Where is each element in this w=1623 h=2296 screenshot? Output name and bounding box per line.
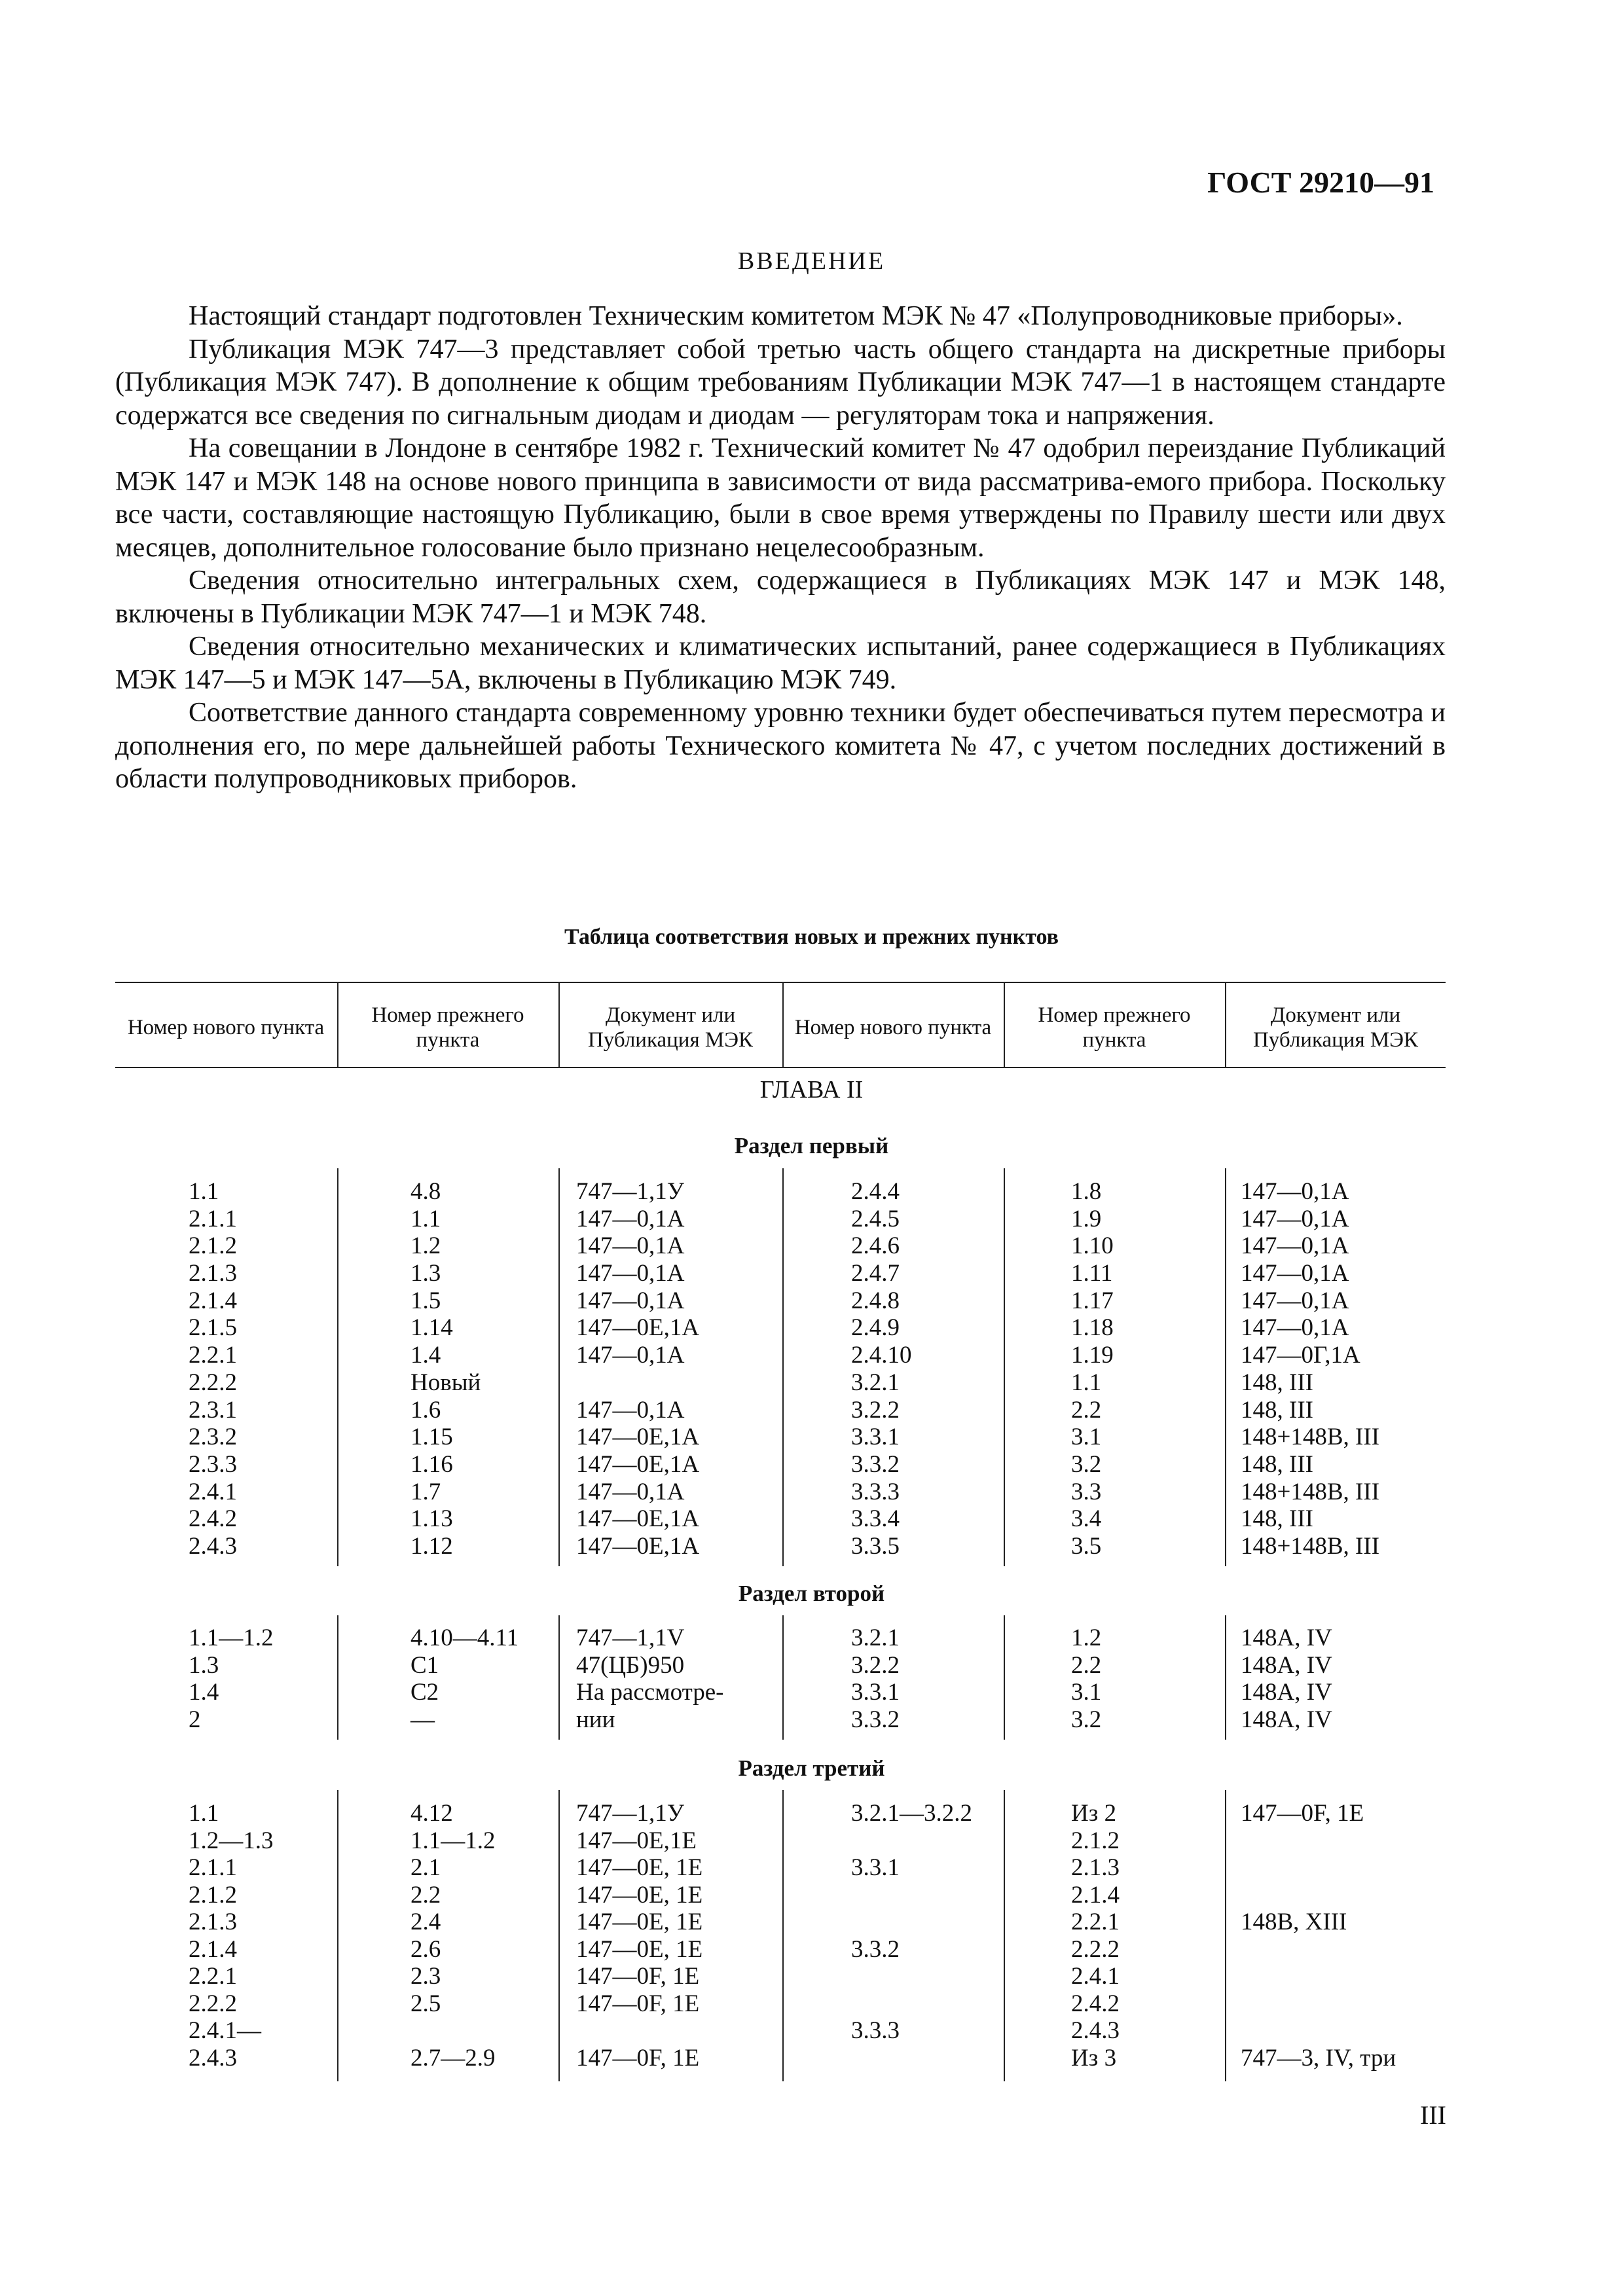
table-cell: 1.4 bbox=[189, 1679, 219, 1706]
table-top-rule bbox=[115, 982, 1446, 983]
column-document bbox=[576, 1624, 723, 1733]
table-cell bbox=[1241, 1827, 1396, 1855]
column-divider bbox=[782, 1615, 784, 1740]
table-cell: 2.4.2 bbox=[189, 1505, 237, 1533]
table-cell: 2.4.2 bbox=[1071, 1990, 1120, 2017]
table-cell: 4.8 bbox=[410, 1178, 441, 1205]
table-cell: 1.18 bbox=[1071, 1314, 1114, 1342]
column-divider bbox=[558, 1790, 560, 2081]
header-old-item: Номер прежнего пункта bbox=[371, 1003, 524, 1052]
column-new-item bbox=[189, 1178, 237, 1560]
table-cell: 3.1 bbox=[1071, 1424, 1102, 1451]
table-cell: 148, III bbox=[1241, 1396, 1313, 1424]
table-cell: 2.1.2 bbox=[189, 1232, 237, 1260]
column-old-item bbox=[410, 1800, 496, 2072]
table-cell: 147—0F, 1Е bbox=[576, 1990, 700, 2017]
table-cell: 2.1.3 bbox=[189, 1909, 237, 1935]
column-old-item bbox=[1071, 1800, 1120, 2072]
column-document bbox=[1241, 1178, 1379, 1560]
table-cell: 147—0Е,1А bbox=[576, 1314, 700, 1342]
table-cell: 147—0,1А bbox=[1241, 1205, 1349, 1232]
table-cell: 2.1.1 bbox=[189, 1854, 237, 1881]
table-cell: 148, III bbox=[1241, 1450, 1313, 1478]
column-divider bbox=[337, 982, 338, 1067]
table-cell: 147—0Е,1А bbox=[576, 1450, 700, 1478]
table-cell: 3.3.3 bbox=[851, 2017, 900, 2044]
table-cell: 2.1.3 bbox=[189, 1260, 237, 1287]
intro-paragraph: Сведения относительно интегральных схем, содержащиеся в Публикациях МЭК 147 и МЭК 148, включены в Публикации МЭК 747—1 и МЭК 748. bbox=[115, 565, 1446, 629]
table-cell: 2.1.4 bbox=[189, 1935, 237, 1963]
section-title: Раздел третий bbox=[738, 1755, 885, 1781]
intro-paragraph: Сведения относительно механических и климатических испытаний, ранее содержащиеся в Публикациях МЭК 147—5 и МЭК 147—5А, включены в Публикацию МЭК 749. bbox=[115, 632, 1446, 695]
table-cell: 2.2.1 bbox=[189, 1963, 237, 1990]
table-cell: 2.4.1— bbox=[189, 2017, 261, 2044]
table-cell: 2.1.1 bbox=[189, 1205, 237, 1232]
column-new-item bbox=[851, 1800, 972, 2072]
table-cell: 148А, IV bbox=[1241, 1624, 1332, 1651]
table-cell: 3.3.4 bbox=[851, 1505, 900, 1533]
table-cell: 2.7—2.9 bbox=[410, 2044, 496, 2072]
table-cell: 147—0,1А bbox=[1241, 1314, 1349, 1342]
column-divider bbox=[558, 1615, 560, 1740]
column-new-item bbox=[851, 1624, 900, 1733]
table-cell: 3.3.2 bbox=[851, 1935, 900, 1963]
table-cell: 1.3 bbox=[410, 1260, 441, 1287]
column-divider bbox=[1225, 982, 1226, 1067]
table-cell: 2.4.9 bbox=[851, 1314, 900, 1342]
table-cell: 1.2—1.3 bbox=[189, 1827, 274, 1854]
table-cell: 4.10—4.11 bbox=[410, 1624, 519, 1651]
table-cell: 1.11 bbox=[1071, 1260, 1113, 1287]
table-cell: 1.6 bbox=[410, 1396, 441, 1424]
table-cell bbox=[1241, 1963, 1396, 1990]
table-cell: 3.2 bbox=[1071, 1706, 1102, 1733]
table-cell: 147—0,1А bbox=[576, 1396, 685, 1424]
table-cell: 1.17 bbox=[1071, 1287, 1114, 1314]
table-cell: 2.4.1 bbox=[1071, 1963, 1120, 1990]
table-cell: 2.4.10 bbox=[851, 1342, 912, 1369]
column-divider bbox=[337, 1790, 338, 2081]
column-divider bbox=[337, 1615, 338, 1740]
column-old-item bbox=[410, 1178, 481, 1560]
table-cell: 147—0,1А bbox=[1241, 1260, 1349, 1287]
column-divider bbox=[1225, 1615, 1226, 1740]
table-cell bbox=[1241, 1882, 1396, 1909]
column-divider bbox=[1225, 1790, 1226, 2081]
table-cell bbox=[851, 1963, 972, 1990]
table-cell: 3.3.2 bbox=[851, 1706, 900, 1733]
column-divider bbox=[782, 1790, 784, 2081]
table-cell bbox=[576, 2017, 702, 2045]
intro-paragraph: Публикация МЭК 747—3 представляет собой третью часть общего стандарта на дискретные приборы (Публикация МЭК 747). В дополнение к общим требованиям Публикации МЭК 747—1 в настоящем стандарте содержатся все сведения по сигнальным диодам и диодам — регуляторам тока и напряжения. bbox=[115, 334, 1446, 431]
table-cell: 1.1—1.2 bbox=[189, 1624, 274, 1651]
table-cell: 147—0Г,1А bbox=[1241, 1342, 1360, 1369]
table-cell: 1.3 bbox=[189, 1651, 219, 1679]
column-divider bbox=[782, 982, 784, 1067]
table-cell: 2.2 bbox=[410, 1881, 441, 1909]
table-cell: 2.4.7 bbox=[851, 1260, 900, 1287]
table-cell: 1.1 bbox=[189, 1800, 219, 1827]
table-cell: 2.1.5 bbox=[189, 1314, 237, 1342]
table-cell: 2.1.2 bbox=[1071, 1827, 1120, 1854]
intro-title: ВВЕДЕНИЕ bbox=[737, 247, 886, 275]
table-cell bbox=[851, 1909, 972, 1936]
table-cell: 747—1,1У bbox=[576, 1178, 684, 1205]
table-cell: 3.3.5 bbox=[851, 1532, 900, 1560]
column-document bbox=[576, 1178, 699, 1560]
table-cell: 148В, XIII bbox=[1241, 1909, 1347, 1935]
table-cell: 147—0F, 1Е bbox=[1241, 1800, 1364, 1827]
intro-paragraph: На совещании в Лондоне в сентябре 1982 г. Технический комитет № 47 одобрил переиздание Публикаций МЭК 147 и МЭК 148 на основе нового принципа в зависимости от вида рассматрива-емого прибора. Поскольку все части, составляющие настоящую Публикацию, были в свое время утверждены по Правилу шести или двух месяцев, дополнительное голосование было признано нецелесообразным. bbox=[115, 433, 1446, 563]
table-cell: 1.10 bbox=[1071, 1232, 1114, 1260]
table-cell: 147—0F, 1Е bbox=[576, 2044, 700, 2072]
table-cell: 147—0Е,1А bbox=[576, 1505, 700, 1533]
table-cell: 147—0,1А bbox=[1241, 1287, 1349, 1314]
table-cell: 2.4.5 bbox=[851, 1205, 900, 1232]
intro-paragraph: Настоящий стандарт подготовлен Техническим комитетом МЭК № 47 «Полупроводниковые приборы». bbox=[189, 301, 1403, 331]
header-new-item: Номер нового пункта bbox=[127, 1016, 325, 1039]
table-cell: 1.19 bbox=[1071, 1342, 1114, 1369]
column-divider bbox=[558, 982, 560, 1067]
table-cell: 3.2.1—3.2.2 bbox=[851, 1800, 972, 1827]
table-cell: 148А, IV bbox=[1241, 1679, 1332, 1706]
table-cell: 147—0,1А bbox=[576, 1287, 685, 1314]
table-cell bbox=[851, 1882, 972, 1909]
table-cell: 2.4.1 bbox=[189, 1478, 237, 1505]
intro-paragraph: Соответствие данного стандарта современному уровню техники будет обеспечиваться путем пересмотра и дополнения его, по мере дальнейшей работы Технического комитета № 47, с учетом последних достижений в области полупроводниковых приборов. bbox=[115, 698, 1446, 794]
table-cell bbox=[576, 1369, 699, 1397]
table-cell: 147—0Е,1А bbox=[576, 1532, 700, 1560]
column-document bbox=[576, 1800, 702, 2072]
table-title: Таблица соответствия новых и прежних пунктов bbox=[564, 925, 1059, 949]
header-new-item: Номер нового пункта bbox=[794, 1016, 992, 1039]
column-divider bbox=[1004, 1790, 1005, 2081]
table-cell: 2.6 bbox=[410, 1935, 441, 1963]
column-divider bbox=[1004, 982, 1005, 1067]
intro-body bbox=[115, 300, 1446, 796]
table-cell: 1.2 bbox=[410, 1232, 441, 1260]
table-cell: 147—0,1А bbox=[576, 1478, 685, 1505]
column-old-item bbox=[1071, 1624, 1101, 1733]
table-cell: 3.2.2 bbox=[851, 1651, 900, 1679]
header-document: Документ или Публикация МЭК bbox=[587, 1003, 754, 1052]
table-cell: 2.2.2 bbox=[1071, 1935, 1120, 1963]
table-cell: 147—0Е, 1Е bbox=[576, 1909, 703, 1935]
table-cell: 2.2 bbox=[1071, 1396, 1102, 1424]
header-document: Документ или Публикация МЭК bbox=[1252, 1003, 1419, 1052]
column-old-item bbox=[1071, 1178, 1114, 1560]
table-cell bbox=[851, 1827, 972, 1855]
table-cell: 147—0,1А bbox=[1241, 1232, 1349, 1260]
table-cell: 3.4 bbox=[1071, 1505, 1102, 1533]
section-title: Раздел второй bbox=[738, 1581, 885, 1606]
table-cell: 3.2.1 bbox=[851, 1369, 900, 1396]
table-cell: 2.4.8 bbox=[851, 1287, 900, 1314]
table-cell: 2.4.6 bbox=[851, 1232, 900, 1260]
column-new-item bbox=[851, 1178, 912, 1560]
table-cell: 148+148В, III bbox=[1241, 1478, 1380, 1505]
table-cell: 3.2 bbox=[1071, 1450, 1102, 1478]
table-cell: 3.1 bbox=[1071, 1679, 1102, 1706]
table-cell: 2.2 bbox=[1071, 1651, 1102, 1679]
table-cell: 1.8 bbox=[1071, 1178, 1102, 1205]
table-cell: 2.2.2 bbox=[189, 1990, 237, 2017]
table-header-rule bbox=[115, 1067, 1446, 1068]
table-cell: 3.3 bbox=[1071, 1478, 1102, 1505]
table-cell: 3.3.1 bbox=[851, 1424, 900, 1451]
table-cell bbox=[1241, 1990, 1396, 2018]
table-cell: 1.15 bbox=[410, 1424, 453, 1451]
column-document bbox=[1241, 1800, 1396, 2072]
column-divider bbox=[782, 1168, 784, 1566]
table-cell: 147—0Е, 1Е bbox=[576, 1935, 703, 1963]
table-cell: 747—3, IV, три bbox=[1241, 2044, 1396, 2072]
table-cell: С2 bbox=[410, 1679, 439, 1706]
table-cell: 2.4 bbox=[410, 1909, 441, 1935]
table-cell: 1.13 bbox=[410, 1505, 453, 1533]
chapter-title: ГЛАВА II bbox=[759, 1076, 864, 1103]
table-cell bbox=[851, 1990, 972, 2018]
column-old-item bbox=[410, 1624, 519, 1733]
table-cell: Из 3 bbox=[1071, 2044, 1117, 2072]
table-cell: 1.2 bbox=[1071, 1624, 1102, 1651]
table-cell: 2.3.3 bbox=[189, 1450, 237, 1478]
table-cell: 147—0,1А bbox=[576, 1205, 685, 1232]
table-cell: 1.12 bbox=[410, 1532, 453, 1560]
table-cell: 148+148В, III bbox=[1241, 1424, 1380, 1451]
table-cell: 1.5 bbox=[410, 1287, 441, 1314]
table-cell: 2.2.1 bbox=[189, 1342, 237, 1369]
table-cell: 3.2.2 bbox=[851, 1396, 900, 1424]
table-cell: 148+148В, III bbox=[1241, 1532, 1380, 1560]
table-cell: 47(ЦБ)950 bbox=[576, 1651, 685, 1679]
table-cell: 2.1.4 bbox=[1071, 1881, 1120, 1909]
table-cell: 1.1 bbox=[410, 1205, 441, 1232]
table-cell: 3.3.3 bbox=[851, 1478, 900, 1505]
table-cell: 2 bbox=[189, 1706, 201, 1733]
page-number: III bbox=[1420, 2100, 1446, 2130]
table-cell: С1 bbox=[410, 1651, 439, 1679]
table-cell bbox=[851, 2045, 972, 2072]
table-cell bbox=[1241, 1936, 1396, 1964]
table-cell: 1.1 bbox=[189, 1178, 219, 1205]
column-new-item bbox=[189, 1624, 274, 1733]
table-cell: 2.4.3 bbox=[189, 1532, 237, 1560]
table-cell: 2.1.4 bbox=[189, 1287, 237, 1314]
column-divider bbox=[1225, 1168, 1226, 1566]
table-cell: 747—1,1V bbox=[576, 1624, 685, 1651]
table-cell: 1.1 bbox=[1071, 1369, 1102, 1396]
table-cell: 2.2.1 bbox=[1071, 1909, 1120, 1935]
table-cell: На рассмотре- bbox=[576, 1679, 724, 1706]
table-cell: 148А, IV bbox=[1241, 1706, 1332, 1733]
table-cell: — bbox=[410, 1706, 435, 1733]
column-divider bbox=[1004, 1615, 1005, 1740]
table-cell: 4.12 bbox=[410, 1800, 453, 1827]
table-cell: 147—0Е,1Е bbox=[576, 1827, 697, 1854]
table-cell: 1.9 bbox=[1071, 1205, 1102, 1232]
standard-code: ГОСТ 29210—91 bbox=[1207, 166, 1434, 199]
table-cell: 148, III bbox=[1241, 1505, 1313, 1533]
table-cell: 1.4 bbox=[410, 1342, 441, 1369]
section-title: Раздел первый bbox=[734, 1133, 889, 1158]
table-cell bbox=[410, 2017, 496, 2045]
table-cell: 147—0,1А bbox=[576, 1232, 685, 1260]
table-cell: 2.4.3 bbox=[189, 2044, 237, 2072]
column-new-item bbox=[189, 1800, 274, 2072]
table-cell: 3.5 bbox=[1071, 1532, 1102, 1560]
table-cell: Новый bbox=[410, 1369, 481, 1396]
table-cell: 2.5 bbox=[410, 1990, 441, 2017]
table-cell: 2.1.2 bbox=[189, 1881, 237, 1909]
table-cell: 147—0Е, 1Е bbox=[576, 1854, 703, 1881]
header-old-item: Номер прежнего пункта bbox=[1038, 1003, 1191, 1052]
table-cell: 3.3.1 bbox=[851, 1854, 900, 1881]
table-cell: 1.1—1.2 bbox=[410, 1827, 496, 1854]
table-cell: 148А, IV bbox=[1241, 1651, 1332, 1679]
table-cell: 148, III bbox=[1241, 1369, 1313, 1396]
table-cell: 147—0F, 1Е bbox=[576, 1963, 700, 1990]
table-cell: 2.4.3 bbox=[1071, 2017, 1120, 2044]
table-cell: 747—1,1У bbox=[576, 1800, 684, 1827]
column-divider bbox=[1004, 1168, 1005, 1566]
table-cell: 1.16 bbox=[410, 1450, 453, 1478]
table-cell bbox=[1241, 2017, 1396, 2045]
table-cell: 147—0,1А bbox=[576, 1342, 685, 1369]
column-document bbox=[1241, 1624, 1332, 1733]
table-cell: 2.3.2 bbox=[189, 1424, 237, 1451]
table-cell: 3.3.2 bbox=[851, 1450, 900, 1478]
table-cell: 2.4.4 bbox=[851, 1178, 900, 1205]
table-cell: 1.14 bbox=[410, 1314, 453, 1342]
column-divider bbox=[337, 1168, 338, 1566]
table-cell: 2.1 bbox=[410, 1854, 441, 1881]
table-cell: 147—0Е,1А bbox=[576, 1424, 700, 1451]
table-cell: 147—0,1А bbox=[576, 1260, 685, 1287]
table-cell: 2.3.1 bbox=[189, 1396, 237, 1424]
table-cell: 3.2.1 bbox=[851, 1624, 900, 1651]
table-cell bbox=[1241, 1854, 1396, 1882]
table-cell: нии bbox=[576, 1706, 615, 1733]
table-cell: 2.3 bbox=[410, 1963, 441, 1990]
table-cell: 2.2.2 bbox=[189, 1369, 237, 1396]
table-cell: 3.3.1 bbox=[851, 1679, 900, 1706]
table-cell: 147—0Е, 1Е bbox=[576, 1881, 703, 1909]
table-cell: 2.1.3 bbox=[1071, 1854, 1120, 1881]
table-cell: 1.7 bbox=[410, 1478, 441, 1505]
table-cell: 147—0,1А bbox=[1241, 1178, 1349, 1205]
table-cell: Из 2 bbox=[1071, 1800, 1117, 1827]
column-divider bbox=[558, 1168, 560, 1566]
